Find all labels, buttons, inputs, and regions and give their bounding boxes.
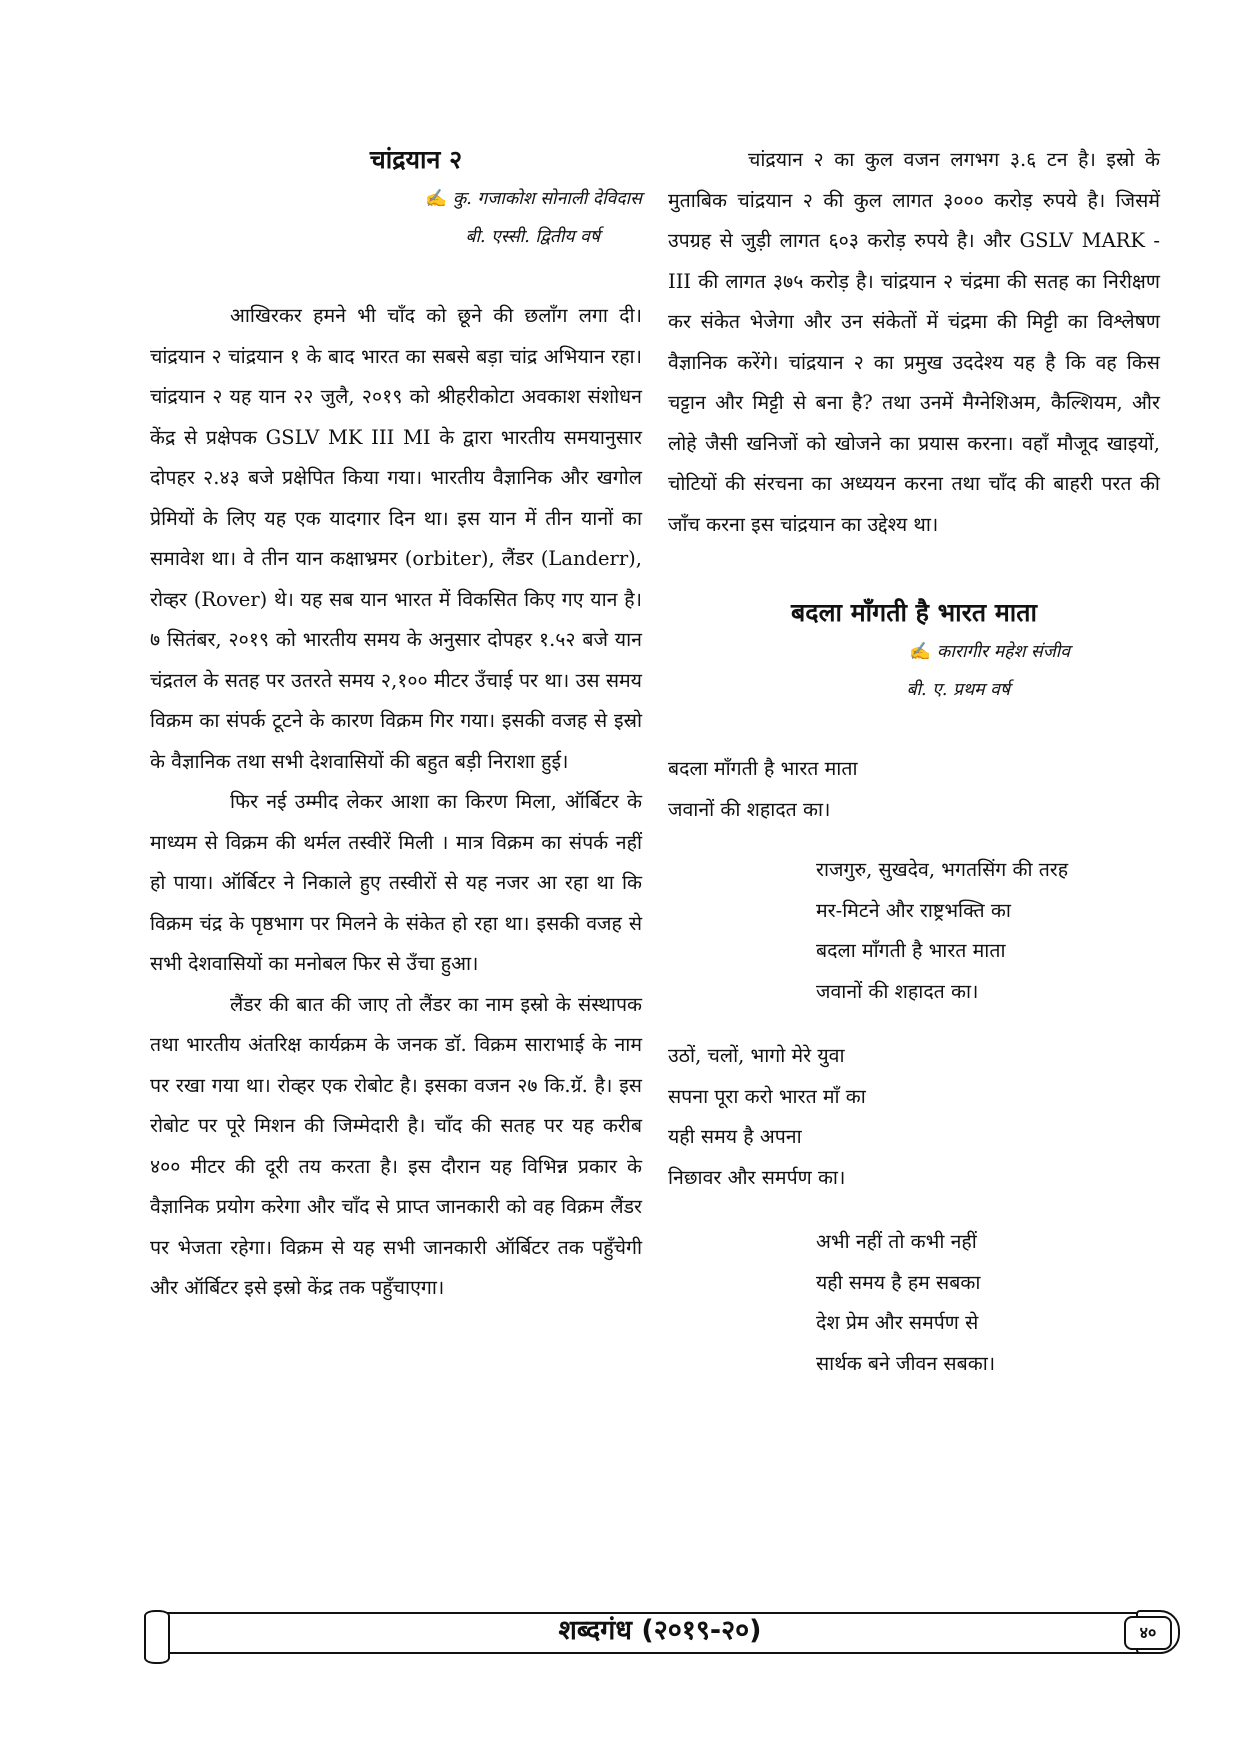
poem-stanza	[668, 1036, 1160, 1198]
poem-line: जवानों की शहादत का।	[668, 797, 831, 821]
poem-line: जवानों की शहादत का।	[816, 979, 979, 1003]
pen-icon: ✍	[425, 189, 447, 209]
poem-line: यही समय है हम सबका	[816, 1270, 981, 1294]
poem-line: यही समय है अपना	[668, 1125, 802, 1148]
author-name: कु. गजाकोश सोनाली देविदास	[452, 189, 642, 209]
left-column	[150, 140, 642, 1309]
poem-line: सपना पूरा करो भारत माँ का	[668, 1084, 866, 1108]
poem-line: मर-मिटने और राष्ट्रभक्ति का	[816, 898, 1011, 922]
poem-line: बदला माँगती है भारत माता	[816, 939, 1006, 962]
poem-author-name: कारागीर महेश संजीव	[936, 642, 1070, 662]
paragraph: आखिरकर हमने भी चाँद को छूने की छलाँग लगा दी। चांद्रयान २ चांद्रयान १ के बाद भारत का सबसे बड़ा चांद्र अभियान रहा। चांद्रयान २ यह यान २२ जुलै, २०१९ को श्रीहरीकोटा अवकाश संशोधन केंद्र से प्रक्षेपक GSLV MK III MI के द्वारा भारतीय समयानुसार दोपहर २.४३ बजे प्रक्षेपित किया गया। भारतीय वैज्ञानिक और खगोल प्रेमियों के लिए यह एक यादगार दिन था। इस यान में तीन यानों का समावेश था। वे तीन यान कक्षाभ्रमर (orbiter), लैंडर (Landerr), रोव्हर (Rover) थे। यह सब यान भारत में विकसित किए गए यान है। ७ सितंबर, २०१९ को भारतीय समय के अनुसार दोपहर १.५२ बजे यान चंद्रतल के सतह पर उतरते समय २,१०० मीटर उँचाई पर था। उस समय विक्रम का संपर्क टूटने के कारण विक्रम गिर गया। इसकी वजह से इस्रो के वैज्ञानिक तथा सभी देशवासियों की बहुत बड़ी निराशा हुई।	[150, 304, 642, 773]
poem-line: उठों, चलों, भागो मेरे युवा	[668, 1044, 845, 1067]
poem-line: सार्थक बने जीवन सबका।	[816, 1351, 996, 1375]
article-title: चांद्रयान २	[369, 145, 463, 174]
poem-line: राजगुरु, सुखदेव, भगतसिंग की तरह	[816, 858, 1069, 881]
poem-line: देश प्रेम और समर्पण से	[816, 1311, 979, 1334]
poem-title: बदला माँगती है भारत माता	[791, 598, 1037, 627]
pen-icon: ✍	[909, 642, 931, 662]
poem-line: अभी नहीं तो कभी नहीं	[816, 1230, 977, 1253]
poem-author-byline	[668, 633, 1160, 671]
poem-line: निछावर और समर्पण का।	[668, 1165, 846, 1189]
page-number: ४०	[1124, 1616, 1172, 1650]
poem-stanza	[668, 749, 1160, 830]
footer-rule-bottom	[166, 1652, 1144, 1654]
page-footer	[140, 1610, 1180, 1660]
paragraph: चांद्रयान २ का कुल वजन लगभग ३.६ टन है। इस्रो के मुताबिक चांद्रयान २ की कुल लागत ३००० करोड़ रुपये है। जिसमें उपग्रह से जुड़ी लागत ६०३ करोड़ रुपये है। और GSLV MARK - III की लागत ३७५ करोड़ है। चांद्रयान २ चंद्रमा की सतह का निरीक्षण कर संकेत भेजेगा और उन संकेतों में चंद्रमा की मिट्टी का विश्लेषण वैज्ञानिक करेंगे। चांद्रयान २ का प्रमुख उददेश्य यह है कि वह किस चट्टान और मिट्टी से बना है? तथा उनमें मैग्नेशिअम, कैल्शियम, और लोहे जैसी खनिजों को खोजने का प्रयास करना। वहाँ मौजूद खाइयों, चोटियों की संरचना का अध्ययन करना तथा चाँद की बाहरी परत की जाँच करना इस चांद्रयान का उद्देश्य था।	[668, 148, 1160, 536]
poem-stanza	[668, 1222, 1160, 1384]
poem-line: बदला माँगती है भारत माता	[668, 757, 858, 780]
author-byline	[150, 180, 642, 218]
paragraph: फिर नई उम्मीद लेकर आशा का किरण मिला, ऑर्बिटर के माध्यम से विक्रम की थर्मल तस्वीरें मिली । मात्र विक्रम का संपर्क नहीं हो पाया। ऑर्बिटर ने निकाले हुए तस्वीरों से यह नजर आ रहा था कि विक्रम चंद्र के पृष्ठभाग पर मिलने के संकेत हो रहा था। इसकी वजह से सभी देशवासियों का मनोबल फिर से उँचा हुआ।	[150, 790, 642, 975]
right-column	[668, 140, 1160, 1384]
author-class: बी. एस्सी. द्वितीय वर्ष	[465, 227, 600, 247]
poem-author-class: बी. ए. प्रथम वर्ष	[906, 680, 1010, 700]
poem-stanza	[668, 850, 1160, 1012]
paragraph: लैंडर की बात की जाए तो लैंडर का नाम इस्रो के संस्थापक तथा भारतीय अंतरिक्ष कार्यक्रम के जनक डॉ. विक्रम साराभाई के नाम पर रखा गया था। रोव्हर एक रोबोट है। इसका वजन २७ कि.ग्रॅ. है। इस रोबोट पर पूरे मिशन की जिम्मेदारी है। चाँद की सतह पर यह करीब ४०० मीटर की दूरी तय करता है। इस दौरान यह विभिन्न प्रकार के वैज्ञानिक प्रयोग करेगा और चाँद से प्राप्त जानकारी को वह विक्रम लैंडर पर भेजता रहेगा। विक्रम से यह सभी जानकारी ऑर्बिटर तक पहुँचेगी और ऑर्बिटर इसे इस्रो केंद्र तक पहुँचाएगा।	[150, 992, 642, 1299]
magazine-title: शब्दगंध (२०१९-२०)	[558, 1615, 762, 1646]
